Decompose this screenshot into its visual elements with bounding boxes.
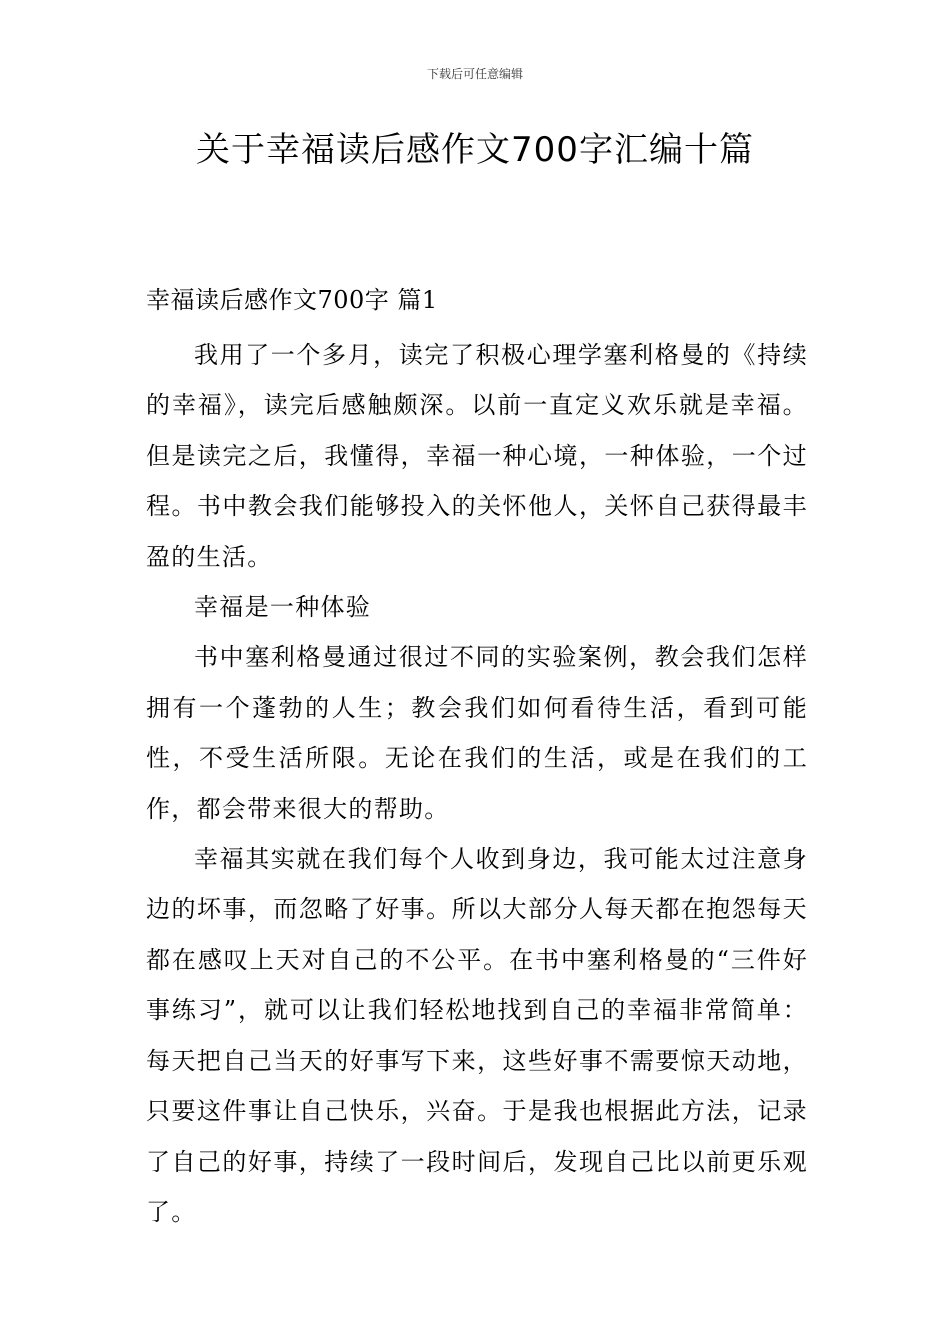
header-note: 下载后可任意编辑 (426, 67, 523, 81)
section-heading: 幸福读后感作文700字 篇1 (146, 286, 438, 314)
paragraph-2: 书中塞利格曼通过很过不同的实验案例，教会我们怎样拥有一个蓬勃的人生；教会我们如何看待生活，看到可能性，不受生活所限。无论在我们的生活，或是在我们的工作，都会带来很大的帮助。 (146, 643, 808, 823)
subheading-paragraph: 幸福是一种体验 (194, 593, 372, 622)
paragraph-1: 我用了一个多月，读完了积极心理学塞利格曼的《持续的幸福》，读完后感触颇深。以前一直定义欢乐就是幸福。但是读完之后，我懂得，幸福一种心境，一种体验，一个过程。书中教会我们能够投入的关怀他人，关怀自己获得最丰盈的生活。 (146, 341, 808, 571)
paragraph-3: 幸福其实就在我们每个人收到身边，我可能太过注意身边的坏事，而忽略了好事。所以大部分人每天都在抱怨每天都在感叹上天对自己的不公平。在书中塞利格曼的“三件好事练习”，就可以让我们轻松地找到自己的幸福非常简单：每天把自己当天的好事写下来，这些好事不需要惊天动地，只要这件事让自己快乐，兴奋。于是我也根据此方法，记录了自己的好事，持续了一段时间后，发现自己比以前更乐观了。 (146, 845, 808, 1226)
document-body (146, 280, 808, 1237)
document-title: 关于幸福读后感作文700字汇编十篇 (196, 130, 754, 170)
